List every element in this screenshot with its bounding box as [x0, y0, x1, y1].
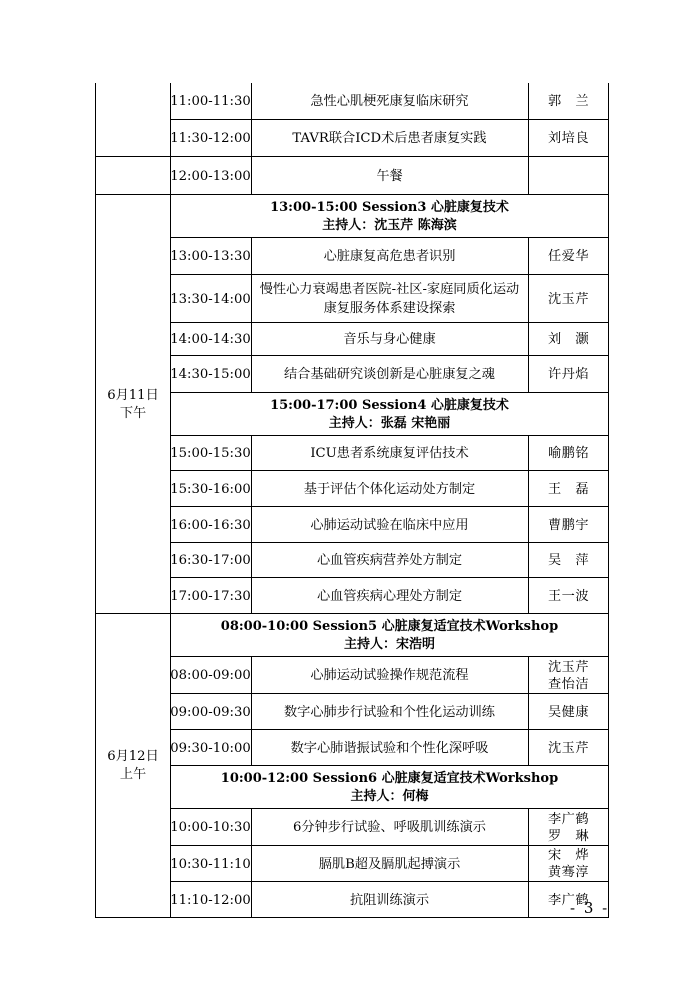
time-cell: 09:30-10:00	[170, 740, 251, 756]
topic-cell: 膈肌B超及膈肌起搏演示	[318, 856, 461, 872]
speaker-cell	[528, 356, 609, 393]
topic-cell: ICU患者系统康复评估技术	[310, 446, 469, 461]
speaker-name: 吴健康	[547, 704, 590, 720]
time-divider	[251, 730, 252, 766]
date-cell	[96, 83, 170, 157]
topic-cell: 音乐与身心健康	[343, 332, 436, 347]
topic-cell: 急性心肌梗死康复临床研究	[310, 94, 469, 109]
session-title: 10:00-12:00 Session6 心脏康复适宜技术Workshop	[220, 770, 559, 786]
speaker-cell	[528, 436, 609, 471]
topic-cell: TAVR联合ICD术后患者康复实践	[292, 131, 487, 146]
session-title: 08:00-10:00 Session5 心脏康复适宜技术Workshop	[220, 618, 559, 634]
time-divider	[251, 275, 252, 323]
session-header	[170, 393, 609, 436]
topic-cell: 数字心肺谐振试验和个性化深呼吸	[290, 740, 489, 756]
speaker-cell	[528, 578, 609, 614]
topic-cell: 慢性心力衰竭患者医院-社区-家庭同质化运动康复服务体系建设探索	[259, 282, 520, 316]
speaker-name: 黄骞淳	[547, 865, 590, 880]
date-line: 上午	[119, 767, 147, 782]
time-cell: 10:30-11:10	[170, 856, 251, 872]
speaker-cell	[528, 471, 609, 507]
speaker-cell	[528, 657, 609, 694]
time-divider	[251, 578, 252, 614]
session-title: 15:00-17:00 Session4 心脏康复技术	[270, 397, 509, 413]
session-header	[170, 195, 609, 238]
session-host: 主持人：宋浩明	[343, 636, 435, 652]
topic-cell: 午餐	[376, 168, 403, 184]
topic-cell: 基于评估个体化运动处方制定	[303, 481, 476, 497]
session-title: 13:00-15:00 Session3 心脏康复技术	[270, 199, 509, 215]
schedule-table	[95, 83, 609, 918]
time-divider	[251, 157, 252, 195]
speaker-cell	[528, 507, 609, 543]
time-divider	[251, 694, 252, 730]
session-header	[170, 614, 609, 657]
topic-cell: 心肺运动试验在临床中应用	[310, 517, 469, 533]
speaker-name: 任爱华	[547, 249, 590, 264]
topic-cell: 心血管疾病心理处方制定	[316, 588, 463, 604]
time-cell: 15:30-16:00	[170, 481, 251, 497]
speaker-name: 沈玉芹	[547, 740, 590, 756]
date-line: 下午	[119, 405, 147, 421]
time-cell: 16:00-16:30	[170, 517, 251, 533]
speaker-cell	[528, 323, 609, 356]
time-cell: 15:00-15:30	[170, 446, 251, 461]
speaker-name: 李广鹤	[547, 892, 590, 908]
time-divider	[251, 238, 252, 275]
time-cell: 17:00-17:30	[170, 588, 251, 604]
topic-cell: 心血管疾病营养处方制定	[316, 553, 463, 568]
speaker-cell	[528, 809, 609, 846]
topic-cell: 6分钟步行试验、呼吸肌训练演示	[292, 820, 486, 835]
speaker-name: 刘 灏	[547, 332, 590, 347]
session-header	[170, 766, 609, 809]
speaker-name: 郭 兰	[547, 94, 590, 109]
speaker-name: 查怡洁	[547, 676, 590, 692]
speaker-cell	[528, 730, 609, 766]
time-cell: 11:00-11:30	[170, 94, 251, 109]
time-cell: 13:00-13:30	[170, 249, 251, 264]
time-divider	[251, 846, 252, 882]
speaker-name: 许丹焰	[547, 367, 590, 382]
speaker-cell	[528, 846, 609, 882]
speaker-name: 喻鹏铭	[547, 446, 590, 461]
time-divider	[251, 323, 252, 356]
date-cell	[96, 157, 170, 195]
time-cell: 09:00-09:30	[170, 704, 251, 720]
time-cell: 10:00-10:30	[170, 820, 251, 835]
time-divider	[251, 120, 252, 157]
speaker-cell	[528, 238, 609, 275]
speaker-name: 李广鹤	[547, 811, 590, 827]
speaker-name: 刘培良	[547, 131, 590, 146]
speaker-name: 王 磊	[547, 481, 590, 497]
topic-cell: 心肺运动试验操作规范流程	[310, 668, 469, 683]
time-cell: 14:00-14:30	[170, 332, 251, 347]
session-host: 主持人：沈玉芹 陈海滨	[322, 217, 457, 233]
time-divider	[251, 657, 252, 694]
time-divider	[251, 809, 252, 846]
speaker-name: 沈玉芹	[547, 291, 590, 307]
speaker-cell	[528, 543, 609, 578]
date-cell	[96, 614, 170, 918]
date-cell	[96, 195, 170, 614]
speaker-cell	[528, 83, 609, 120]
time-cell: 11:30-12:00	[170, 131, 251, 146]
speaker-cell	[528, 275, 609, 323]
time-divider	[251, 83, 252, 120]
speaker-name: 吴 萍	[547, 553, 590, 568]
date-line: 6月12日	[107, 749, 159, 764]
date-line: 6月11日	[107, 387, 159, 403]
time-divider	[251, 543, 252, 578]
time-divider	[251, 436, 252, 471]
topic-cell: 心脏康复高危患者识别	[323, 249, 456, 264]
speaker-name: 沈玉芹	[547, 659, 590, 675]
speaker-name: 宋 烨	[547, 848, 590, 863]
time-cell: 11:10-12:00	[170, 892, 251, 908]
time-divider	[251, 882, 252, 918]
speaker-cell	[528, 694, 609, 730]
speaker-name: 王一波	[547, 588, 590, 604]
session-host: 主持人：何梅	[350, 788, 429, 804]
speaker-name: 罗 琳	[547, 828, 590, 844]
speaker-cell	[528, 157, 609, 195]
page-number: - 3 -	[570, 899, 610, 917]
topic-cell: 数字心肺步行试验和个性化运动训练	[284, 704, 495, 720]
time-cell: 12:00-13:00	[170, 168, 251, 184]
time-divider	[251, 471, 252, 507]
time-divider	[251, 356, 252, 393]
time-cell: 13:30-14:00	[170, 291, 251, 307]
speaker-name: 曹鹏宇	[547, 517, 590, 533]
time-cell: 08:00-09:00	[170, 668, 251, 683]
topic-cell: 抗阻训练演示	[349, 892, 430, 908]
session-host: 主持人：张磊 宋艳丽	[328, 415, 451, 431]
time-cell: 14:30-15:00	[170, 367, 251, 382]
speaker-cell	[528, 120, 609, 157]
time-divider	[251, 507, 252, 543]
topic-cell: 结合基础研究谈创新是心脏康复之魂	[284, 367, 495, 382]
time-cell: 16:30-17:00	[170, 553, 251, 568]
